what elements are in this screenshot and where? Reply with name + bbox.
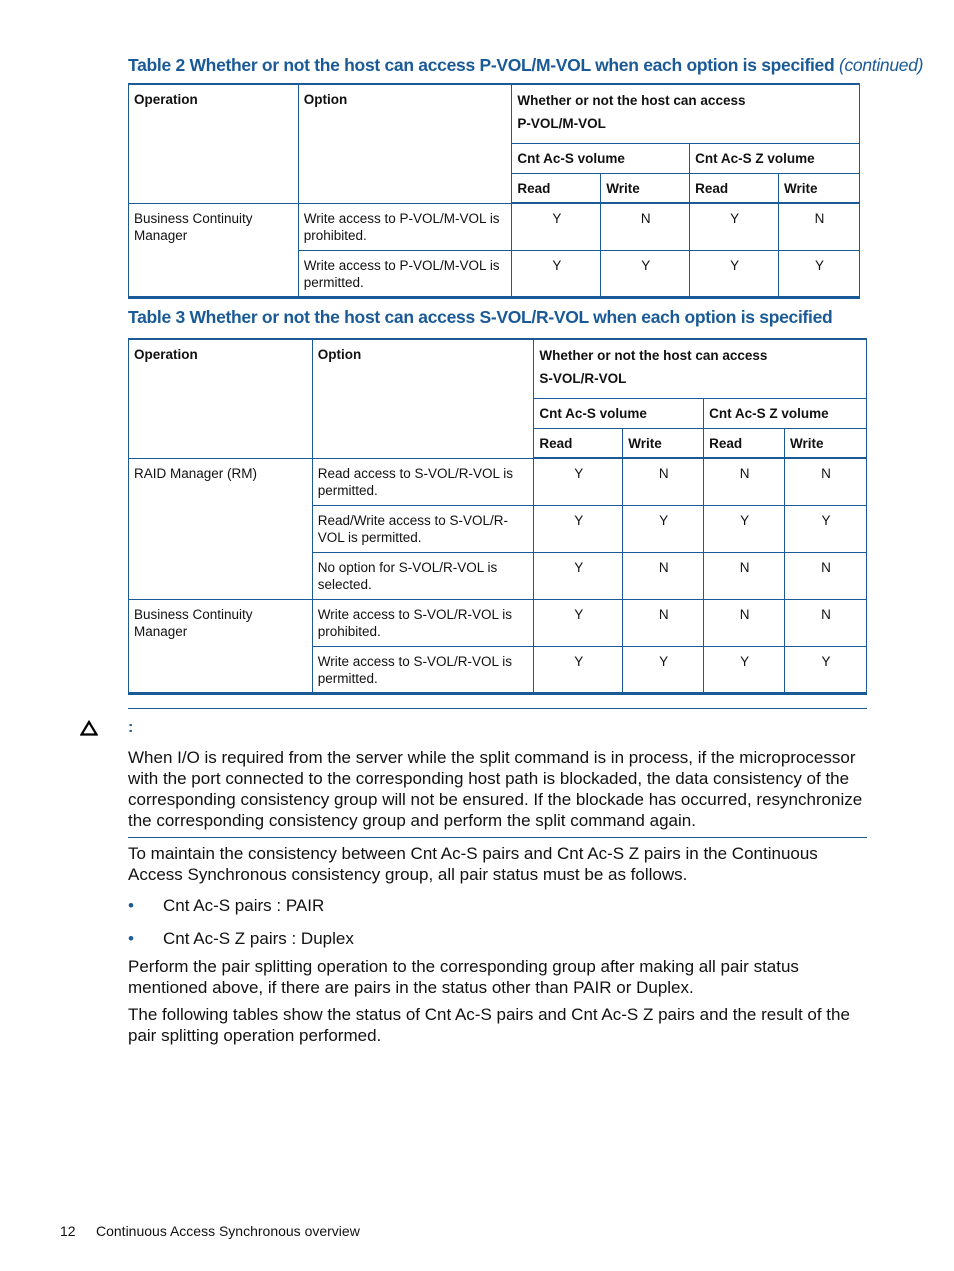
cell-value: Y bbox=[534, 646, 623, 693]
header-write: Write bbox=[779, 173, 860, 203]
paragraph: The following tables show the status of Cnt Ac-S pairs and Cnt Ac-S Z pairs and the result of the pair splitting operation performed. bbox=[128, 1005, 850, 1045]
header-access: Whether or not the host can access P-VOL/M-VOL bbox=[512, 84, 860, 143]
header-write: Write bbox=[623, 428, 704, 458]
caution-note bbox=[128, 708, 867, 838]
cell-value: N bbox=[623, 458, 704, 505]
bullet: • bbox=[128, 929, 134, 948]
caution-triangle-icon bbox=[80, 720, 98, 741]
cell-value: N bbox=[785, 599, 867, 646]
cell-option: Write access to S-VOL/R-VOL is prohibited. bbox=[312, 599, 534, 646]
cell-option: Read access to S-VOL/R-VOL is permitted. bbox=[312, 458, 534, 505]
cell-value: Y bbox=[534, 505, 623, 552]
cell-value: Y bbox=[690, 203, 779, 250]
note-text: When I/O is required from the server while the split command is in process, if the microprocessor with the port connected to the corresponding host path is blockaded, the data consistency of the corresponding consistency group will not be ensured. If the blockade has occurred, resynchronize the corresponding consistency group and perform the split command again. bbox=[128, 748, 863, 830]
cell-value: N bbox=[785, 552, 867, 599]
page-number: 12 bbox=[60, 1223, 76, 1239]
cell-value: Y bbox=[785, 505, 867, 552]
table-row bbox=[129, 203, 860, 250]
cell-value: N bbox=[704, 458, 785, 505]
cell-value: Y bbox=[704, 646, 785, 693]
header-vol2: Cnt Ac-S Z volume bbox=[690, 143, 860, 173]
header-read: Read bbox=[512, 173, 601, 203]
header-option: Option bbox=[312, 339, 534, 458]
header-access: Whether or not the host can access S-VOL/R-VOL bbox=[534, 339, 867, 398]
cell-value: N bbox=[704, 552, 785, 599]
table2-caption: Table 2 Whether or not the host can access P-VOL/M-VOL when each option is specified (continued) bbox=[128, 55, 924, 75]
cell-value: N bbox=[601, 203, 690, 250]
cell-value: Y bbox=[534, 599, 623, 646]
table3 bbox=[128, 338, 867, 695]
header-vol1: Cnt Ac-S volume bbox=[534, 398, 704, 428]
cell-value: Y bbox=[779, 250, 860, 297]
cell-value: N bbox=[779, 203, 860, 250]
header-operation: Operation bbox=[129, 84, 299, 203]
cell-value: N bbox=[623, 599, 704, 646]
cell-value: Y bbox=[534, 458, 623, 505]
cell-option: Write access to P-VOL/M-VOL is prohibited. bbox=[298, 203, 512, 250]
cell-value: N bbox=[704, 599, 785, 646]
cell-option: Write access to P-VOL/M-VOL is permitted. bbox=[298, 250, 512, 297]
cell-value: N bbox=[623, 552, 704, 599]
header-read: Read bbox=[534, 428, 623, 458]
header-vol2: Cnt Ac-S Z volume bbox=[704, 398, 867, 428]
header-operation: Operation bbox=[129, 339, 313, 458]
header-write: Write bbox=[601, 173, 690, 203]
cell-value: Y bbox=[623, 505, 704, 552]
header-read: Read bbox=[704, 428, 785, 458]
list-item: • Cnt Ac-S pairs : PAIR bbox=[128, 896, 325, 915]
paragraph: Perform the pair splitting operation to the corresponding group after making all pair status mentioned above, if there are pairs in the status other than PAIR or Duplex. bbox=[128, 957, 799, 997]
bullet: • bbox=[128, 896, 134, 915]
cell-value: Y bbox=[704, 505, 785, 552]
cell-operation: Business Continuity Manager bbox=[129, 599, 313, 693]
footer-section: Continuous Access Synchronous overview bbox=[96, 1223, 360, 1239]
table3-caption: Table 3 Whether or not the host can access S-VOL/R-VOL when each option is specified bbox=[128, 307, 833, 327]
header-write: Write bbox=[785, 428, 867, 458]
table-row bbox=[129, 458, 867, 505]
cell-value: Y bbox=[785, 646, 867, 693]
cell-value: Y bbox=[512, 250, 601, 297]
header-option: Option bbox=[298, 84, 512, 203]
cell-value: N bbox=[785, 458, 867, 505]
list-item: • Cnt Ac-S Z pairs : Duplex bbox=[128, 929, 354, 948]
paragraph: To maintain the consistency between Cnt Ac-S pairs and Cnt Ac-S Z pairs in the Continuous Access Synchronous consistency group, all pair status must be as follows. bbox=[128, 844, 818, 884]
cell-value: Y bbox=[623, 646, 704, 693]
note-label: : bbox=[128, 719, 134, 736]
cell-option: Read/Write access to S-VOL/R-VOL is permitted. bbox=[312, 505, 534, 552]
cell-value: Y bbox=[534, 552, 623, 599]
table2 bbox=[128, 83, 860, 299]
cell-value: Y bbox=[690, 250, 779, 297]
header-vol1: Cnt Ac-S volume bbox=[512, 143, 690, 173]
cell-operation: Business Continuity Manager bbox=[129, 203, 299, 297]
continued-label: (continued) bbox=[838, 55, 924, 75]
header-read: Read bbox=[690, 173, 779, 203]
cell-option: No option for S-VOL/R-VOL is selected. bbox=[312, 552, 534, 599]
cell-option: Write access to S-VOL/R-VOL is permitted. bbox=[312, 646, 534, 693]
cell-value: Y bbox=[601, 250, 690, 297]
table-row bbox=[129, 599, 867, 646]
cell-operation: RAID Manager (RM) bbox=[129, 458, 313, 599]
cell-value: Y bbox=[512, 203, 601, 250]
